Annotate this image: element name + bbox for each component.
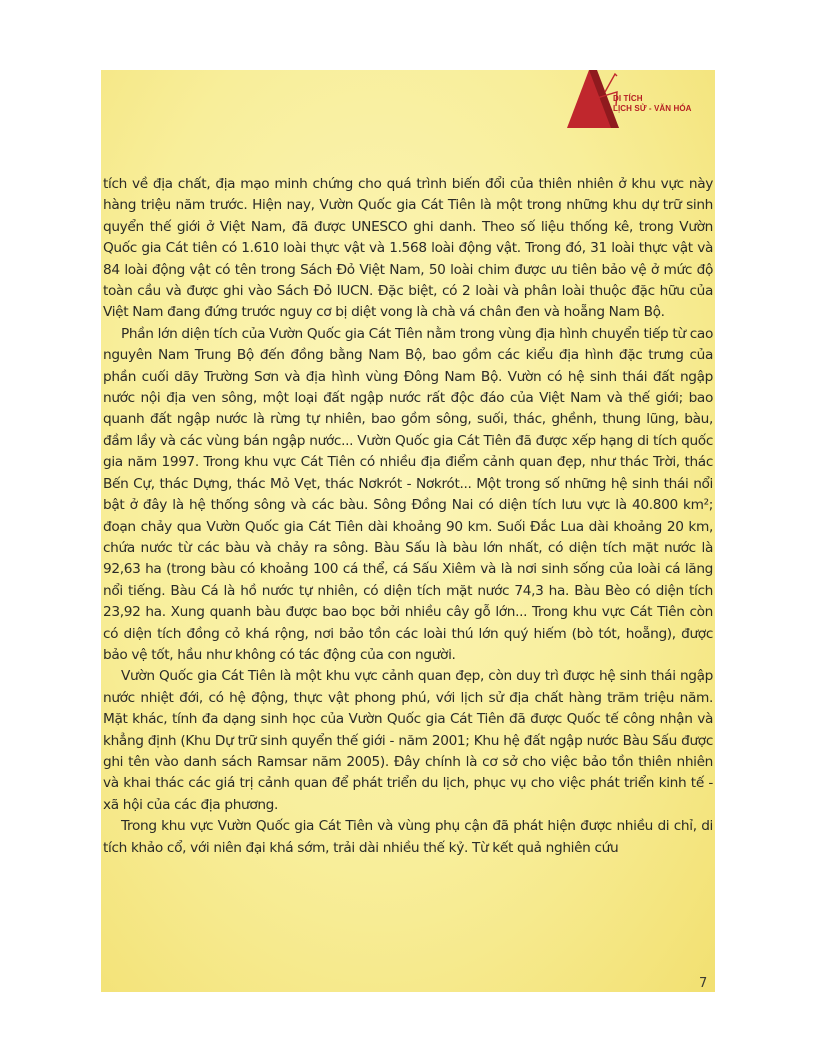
paragraph-3: Vườn Quốc gia Cát Tiên là một khu vực cảnh quan đẹp, còn duy trì được hệ sinh thái ngập nước nhiệt đới, có hệ động, thực vật phong phú, với lịch sử địa chất hàng trăm triệu năm. Mặt khác, tính đa dạng sinh học của Vườn Quốc gia Cát Tiên đã được Quốc tế công nhận và khẳng định (Khu Dự trữ sinh quyển thế giới - năm 2001; Khu hệ đất ngập nước Bàu Sấu được ghi tên vào danh sách Ramsar năm 2005). Đây chính là cơ sở cho việc bảo tồn thiên nhiên và khai thác các giá trị cảnh quan để phát triển du lịch, phục vụ cho việc phát triển kinh tế - xã hội của các địa phương. — [103, 668, 713, 813]
paragraph-1: tích về địa chất, địa mạo minh chứng cho quá trình biến đổi của thiên nhiên ở khu vực này hàng triệu năm trước. Hiện nay, Vườn Quốc gia Cát Tiên là một trong những khu dự trữ sinh quyển thế giới ở Việt Nam, đã được UNESCO ghi danh. Theo số liệu thống kê, trong Vườn Quốc gia Cát tiên có 1.610 loài thực vật và 1.568 loài động vật. Trong đó, 31 loài thực vật và 84 loài động vật có tên trong Sách Đỏ Việt Nam, 50 loài chim được ưu tiên bảo vệ ở mức độ toàn cầu và được ghi vào Sách Đỏ IUCN. Đặc biệt, có 2 loài và phân loài thuộc đặc hữu của Việt Nam đang đứng trước nguy cơ bị diệt vong là chà vá chân đen và hoẵng Nam Bộ. — [103, 176, 713, 321]
article-body — [103, 174, 713, 859]
logo-text — [613, 94, 692, 114]
logo-line1: DI TÍCH — [613, 94, 643, 103]
page-number: 7 — [699, 976, 708, 991]
logo-line2: LỊCH SỬ - VĂN HÓA — [613, 104, 692, 113]
paragraph-4: Trong khu vực Vườn Quốc gia Cát Tiên và vùng phụ cận đã phát hiện được nhiều di chỉ, di tích khảo cổ, với niên đại khá sớm, trải dài nhiều thế kỷ. Từ kết quả nghiên cứu — [103, 818, 713, 856]
monument-logo — [567, 70, 713, 128]
page — [101, 70, 715, 992]
paragraph-2: Phần lớn diện tích của Vườn Quốc gia Cát Tiên nằm trong vùng địa hình chuyển tiếp từ cao nguyên Nam Trung Bộ đến đồng bằng Nam Bộ, bao gồm các kiểu địa hình đặc trưng của phần cuối dãy Trường Sơn và địa hình vùng Đông Nam Bộ. Vườn có hệ sinh thái đất ngập nước nội địa ven sông, một loại đất ngập nước rất độc đáo của Việt Nam và thế giới; bao quanh đất ngập nước là rừng tự nhiên, bao gồm sông, suối, thác, ghềnh, thung lũng, bàu, đầm lầy và các vùng bán ngập nước... Vườn Quốc gia Cát Tiên đã được xếp hạng di tích quốc gia năm 1997. Trong khu vực Cát Tiên có nhiều địa điểm cảnh quan đẹp, như thác Trời, thác Bến Cự, thác Dựng, thác Mỏ Vẹt, thác Nơkrót - Nơkrót... Một trong số những hệ sinh thái nổi bật ở đây là hệ thống sông và các bàu. Sông Đồng Nai có diện tích lưu vực là 40.800 km²; đoạn chảy qua Vườn Quốc gia Cát Tiên dài khoảng 90 km. Suối Đắc Lua dài khoảng 20 km, chứa nước từ các bàu và chảy ra sông. Bàu Sấu là bàu lớn nhất, có diện tích mặt nước là 92,63 ha (trong bàu có khoảng 100 cá thể, cá Sấu Xiêm và là nơi sinh sống của loài cá lăng nổi tiếng. Bàu Cá là hồ nước tự nhiên, có diện tích mặt nước 74,3 ha. Bàu Bèo có diện tích 23,92 ha. Xung quanh bàu được bao bọc bởi nhiều cây gỗ lớn... Trong khu vực Cát Tiên còn có diện tích đồng cỏ khá rộng, nơi bảo tồn các loài thú lớn quý hiếm (bò tót, hoẵng), được bảo vệ tốt, hầu như không có tác động của con người. — [103, 325, 713, 663]
